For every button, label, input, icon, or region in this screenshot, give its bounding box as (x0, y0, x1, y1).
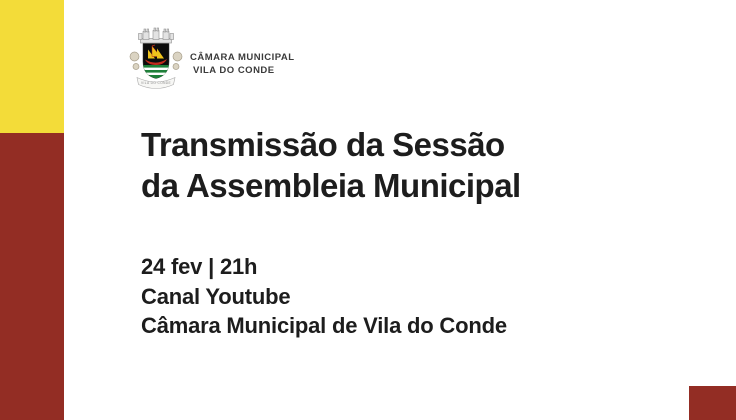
wordmark-line-1: CÂMARA MUNICIPAL (190, 52, 295, 63)
left-bar-red-segment (0, 133, 64, 420)
corner-accent-square (689, 386, 736, 420)
title-line-2: da Assembleia Municipal (141, 167, 521, 204)
municipality-wordmark (190, 51, 295, 77)
coat-of-arms-ribbon-text: VILA DO CONDE (141, 81, 171, 86)
municipality-logo (128, 25, 295, 92)
left-bar-yellow-segment (0, 0, 64, 133)
event-details (141, 252, 507, 341)
event-platform: Canal Youtube (141, 283, 291, 309)
event-date-time: 24 fev | 21h (141, 254, 258, 279)
announcement-title (141, 124, 521, 206)
coat-of-arms-icon (128, 25, 184, 92)
wordmark-line-2: VILA DO CONDE (193, 65, 275, 76)
title-line-1: Transmissão da Sessão (141, 126, 505, 163)
event-channel-name: Câmara Municipal de Vila do Conde (141, 313, 507, 338)
